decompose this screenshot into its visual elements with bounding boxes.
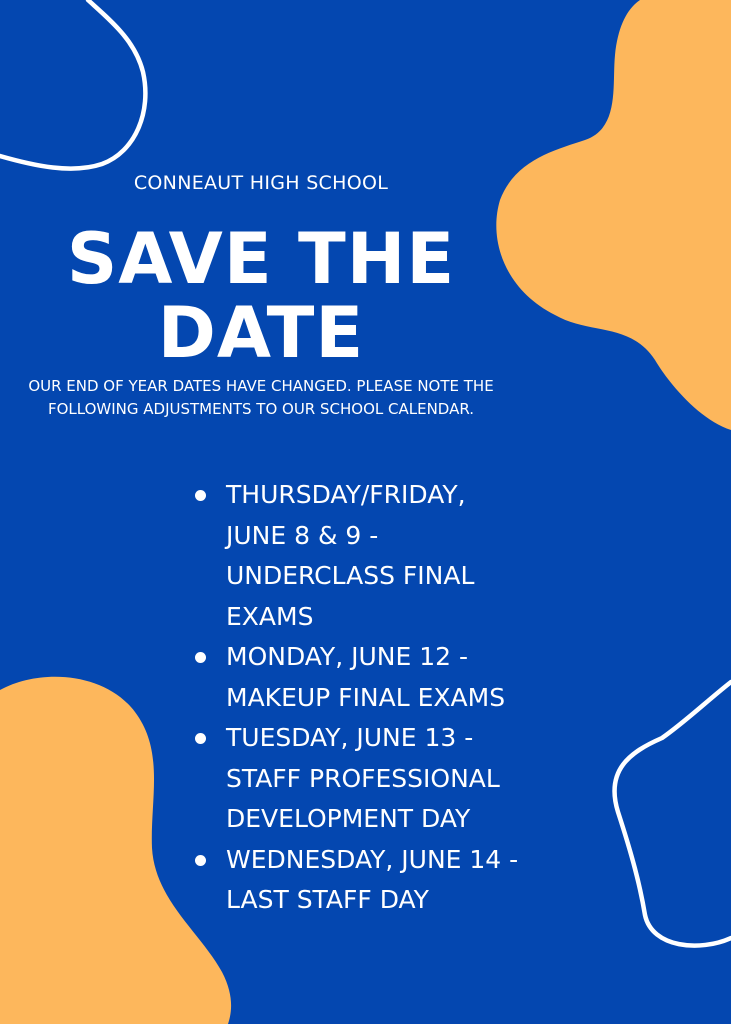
date-list: [190, 475, 610, 921]
school-name: CONNEAUT HIGH SCHOOL: [133, 172, 389, 194]
headline: [0, 218, 522, 374]
headline-line-1: SAVE THE: [66, 218, 456, 300]
bullet-icon: [195, 652, 206, 663]
date-item-text: MONDAY, JUNE 12 - MAKEUP FINAL EXAMS: [226, 642, 506, 712]
date-item: [190, 718, 610, 840]
date-item-text: TUESDAY, JUNE 13 - STAFF PROFESSIONAL DEVELOPMENT DAY: [226, 723, 500, 833]
bullet-icon: [195, 855, 206, 866]
date-item: [190, 637, 610, 718]
date-item: [190, 840, 610, 921]
orange-blob-top-right: [496, 0, 731, 430]
bullet-icon: [195, 490, 206, 501]
white-outline-bottom-right: [614, 682, 731, 946]
white-outline-top-left: [0, 0, 145, 169]
bullet-icon: [195, 733, 206, 744]
date-item-text: THURSDAY/FRIDAY, JUNE 8 & 9 - UNDERCLASS FINAL EXAMS: [226, 480, 475, 631]
date-item: [190, 475, 610, 637]
date-item-text: WEDNESDAY, JUNE 14 - LAST STAFF DAY: [226, 844, 519, 914]
notice-text: OUR END OF YEAR DATES HAVE CHANGED. PLEASE NOTE THE FOLLOWING ADJUSTMENTS TO OUR SCHOOL CALENDAR.: [28, 377, 494, 418]
headline-line-2: DATE: [157, 292, 365, 374]
